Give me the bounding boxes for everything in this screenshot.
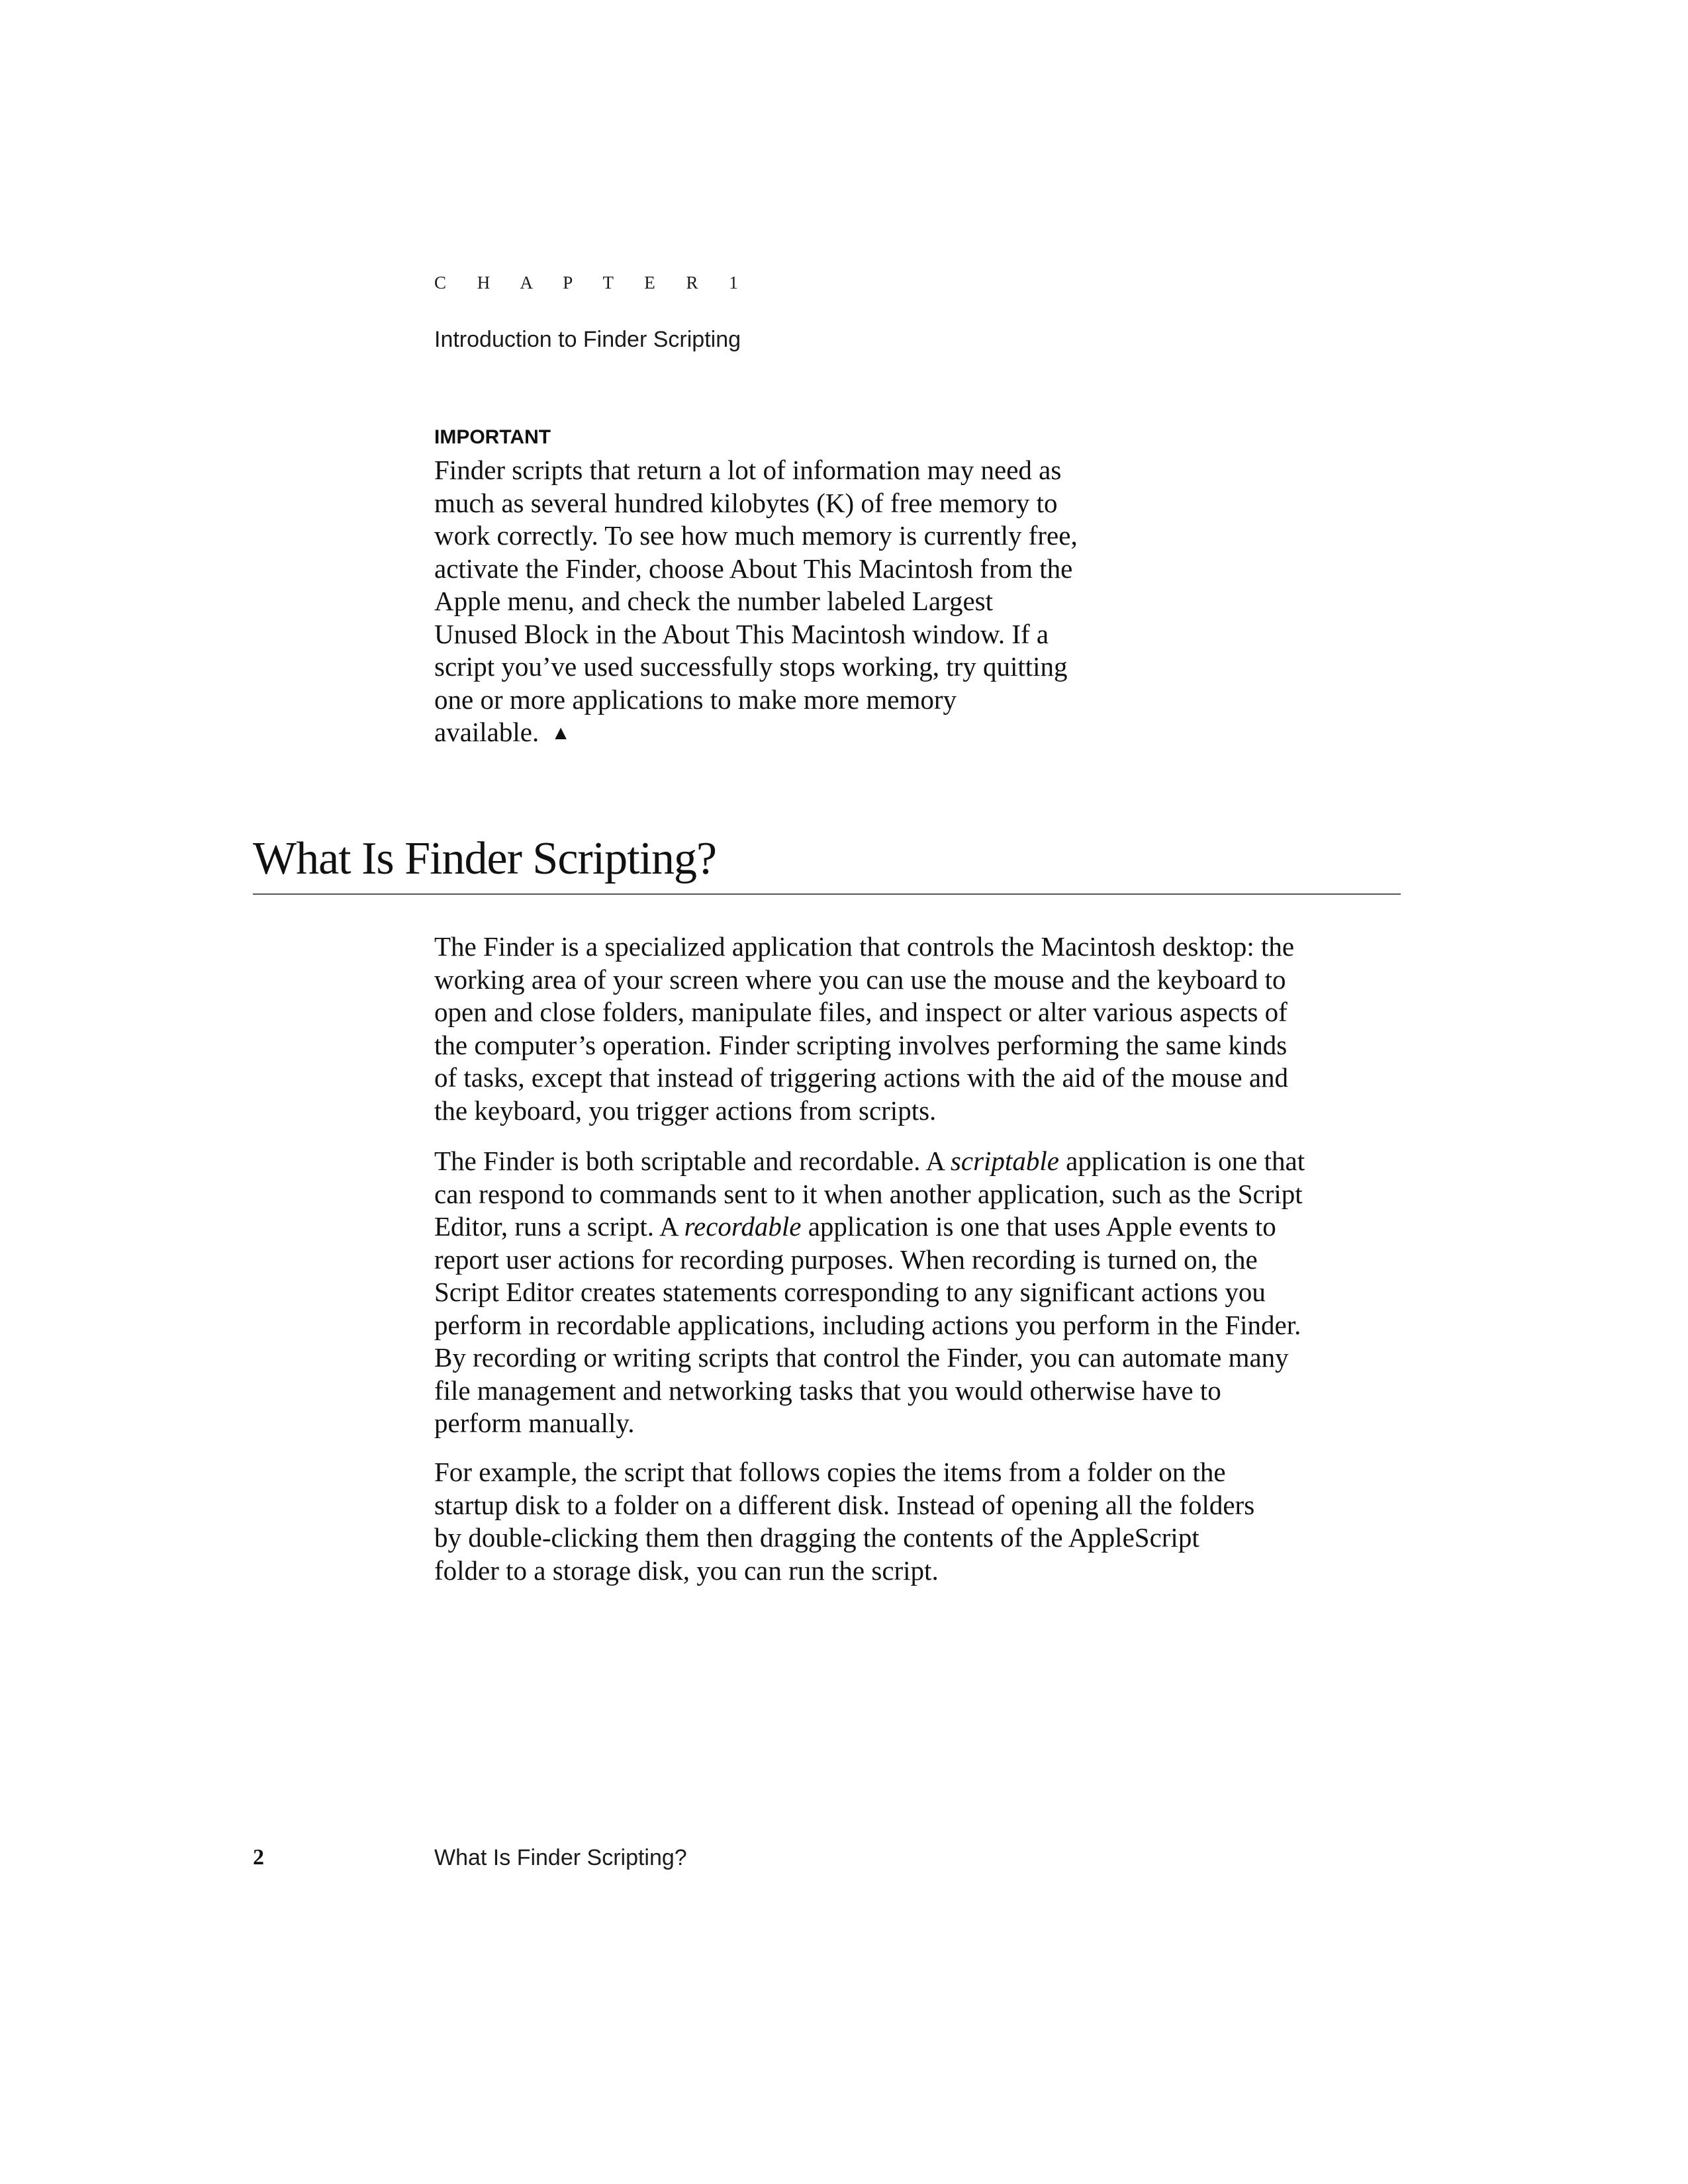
important-line: Finder scripts that return a lot of information may need as <box>434 455 1062 485</box>
term-recordable: recordable <box>684 1211 802 1242</box>
running-footer: What Is Finder Scripting? <box>434 1845 687 1870</box>
paragraph-line: perform in recordable applications, including actions you perform in the Finder. <box>434 1309 1301 1340</box>
important-note <box>434 454 1169 750</box>
text-run: The Finder is both scriptable and recordable. A <box>434 1146 951 1176</box>
paragraph-line: file management and networking tasks that you would otherwise have to <box>434 1375 1221 1406</box>
paragraph-line: by double-clicking them then dragging the contents of the AppleScript <box>434 1522 1199 1553</box>
text-run: Editor, runs a script. A <box>434 1211 684 1242</box>
important-line: work correctly. To see how much memory is currently free, <box>434 520 1078 551</box>
paragraph-line: open and close folders, manipulate files, and inspect or alter various aspects of <box>434 997 1288 1027</box>
paragraph-line: report user actions for recording purposes. When recording is turned on, the <box>434 1244 1258 1275</box>
paragraph-line: folder to a storage disk, you can run the script. <box>434 1555 939 1586</box>
section-divider <box>253 893 1401 895</box>
paragraph-line <box>434 1145 1401 1178</box>
body-paragraph-1 <box>434 931 1401 1127</box>
end-of-note-triangle-icon: ▲ <box>551 722 571 744</box>
paragraph-line: startup disk to a folder on a different disk. Instead of opening all the folders <box>434 1489 1255 1520</box>
important-line: available. <box>434 717 539 747</box>
body-paragraph-3 <box>434 1456 1401 1587</box>
section-heading: What Is Finder Scripting? <box>253 833 717 884</box>
paragraph-line: The Finder is a specialized application that controls the Macintosh desktop: the <box>434 931 1295 962</box>
important-label: IMPORTANT <box>434 426 551 448</box>
body-paragraph-2 <box>434 1145 1401 1440</box>
chapter-title: Introduction to Finder Scripting <box>434 327 741 352</box>
paragraph-line: working area of your screen where you can use the mouse and the keyboard to <box>434 964 1286 995</box>
paragraph-line: By recording or writing scripts that control the Finder, you can automate many <box>434 1342 1289 1373</box>
important-line: one or more applications to make more memory <box>434 684 957 715</box>
text-run: application is one that uses Apple events to <box>801 1211 1276 1242</box>
paragraph-line <box>434 1210 1401 1244</box>
paragraph-line: Script Editor creates statements corresponding to any significant actions you <box>434 1277 1266 1307</box>
page-number: 2 <box>253 1845 264 1870</box>
paragraph-line: perform manually. <box>434 1408 635 1438</box>
important-line: activate the Finder, choose About This Macintosh from the <box>434 553 1073 584</box>
important-last-line <box>434 716 1169 750</box>
paragraph-line: can respond to commands sent to it when another application, such as the Script <box>434 1178 1303 1209</box>
term-scriptable: scriptable <box>950 1146 1059 1176</box>
important-line: Apple menu, and check the number labeled Largest <box>434 586 993 616</box>
paragraph-line: the computer’s operation. Finder scripting involves performing the same kinds <box>434 1029 1288 1060</box>
paragraph-line: of tasks, except that instead of triggering actions with the aid of the mouse and <box>434 1062 1289 1093</box>
paragraph-line: For example, the script that follows copies the items from a folder on the <box>434 1457 1226 1487</box>
text-run: application is one that <box>1058 1146 1305 1176</box>
important-line: Unused Block in the About This Macintosh window. If a <box>434 618 1049 649</box>
chapter-label: C H A P T E R 1 <box>434 273 751 293</box>
important-line: much as several hundred kilobytes (K) of free memory to <box>434 487 1058 518</box>
important-line: script you’ve used successfully stops working, try quitting <box>434 651 1068 682</box>
paragraph-line: the keyboard, you trigger actions from scripts. <box>434 1095 937 1126</box>
